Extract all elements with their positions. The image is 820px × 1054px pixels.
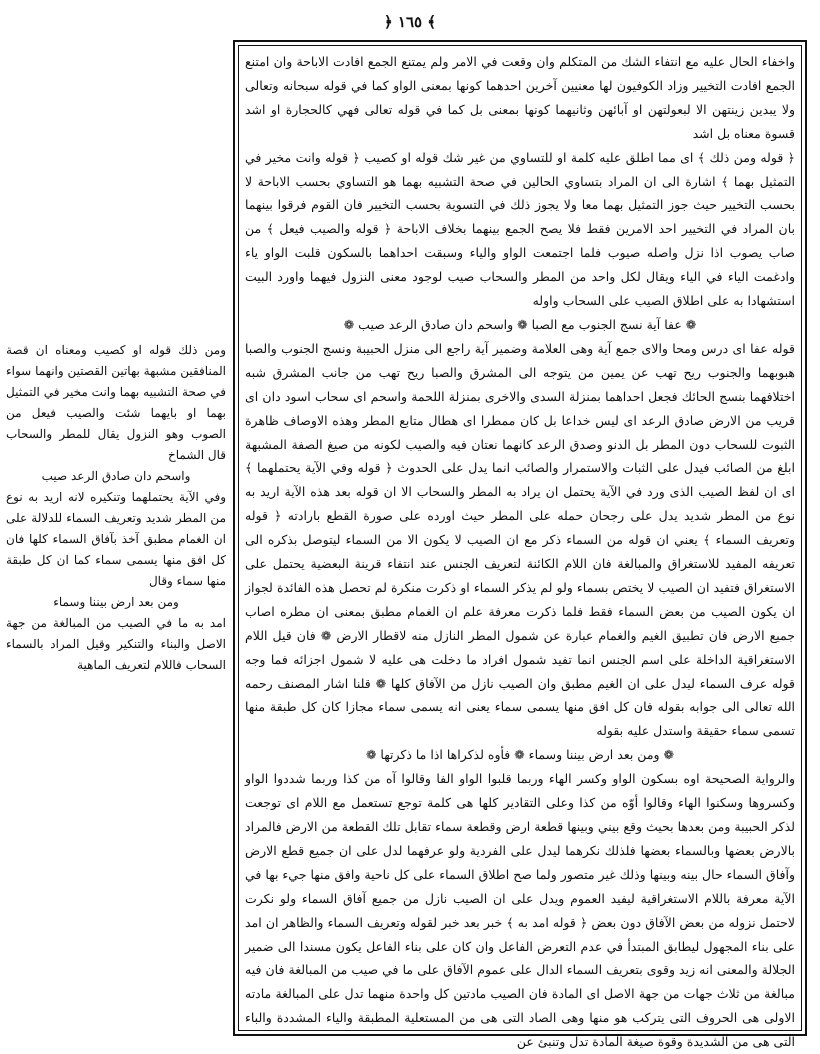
main-paragraph: قوله عفا اى درس ومحا والاى جمع آية وهى العلامة وضمير آية راجع الى منزل الحبيبة ونسج الجنوب والصبا هبوبهما والجنوب ريح تهب عن يمين من يتوجه الى المشرق والصبا ريح تهب من جانب المشرق شبه اختلافهما بنسج الحائك فجعل احداهما بمنزلة السدى والاخرى بمنزلة اللحمة واسحم اى سحاب اسود دان اى قريب من الارض صادق الرعد اى ليس خداعا بل كان ممطرا اى هطال متابع المطر وهذه الاوصاف ظاهرة الثبوت للسحاب دون المطر بل الدنو وصدق الرعد كانهما نعتان فيه والصيب لكونه من صيغ الصفة المشبهة ابلغ من الصائب فيدل على الثبات والاستمرار والصائب انما يدل على الحدوث ﴿ قوله وفي الآية يحتملهما ﴾ اى ان لفظ الصيب الذى ورد في الآية يحتمل ان يراد به المطر والسحاب الا ان قوله بعد هذه الآية اريد به نوع من المطر شديد يدل على رجحان حمله على المطر حيث اورده على صورة القطع بارادته ﴿ قوله وتعريف السماء ﴾ يعني ان قوله من السماء ذكر مع ان الصيب لا يكون الا من السماء ليتوصل بذكره الى تعريفه المفيد للاستغراق والمبالغة فان اللام الكائنة لتعريف الجنس عند انتفاء قرينة البعضية يحتمل على الاستغراق فتفيد ان الصيب لا يختص بسماء ولو لم يذكر السماء او ذكرت منكرة لم تحصل هذه الفائدة لجواز ان يكون الصيب من بعض السماء فقط فلما ذكرت معرفة علم ان الغمام مطبق بمعنى ان مطره اصاب جميع الارض فان تطبيق الغيم والغمام عبارة عن شمول المطر النازل منه لاقطار الارض ❁ فان قيل اللام الاستغراقية الداخلة على اسم الجنس انما تفيد شمول افراد ما دخلت هى عليه لا شمول اجزائه فما وجه قوله عرف السماء ليدل على ان الغيم مطبق وان الصيب نازل من الآفاق كلها ❁ قلنا اشار المصنف رحمه الله تعالى الى جوابه بقوله فان كل افق منها يسمى سماء يعنى انه يسمى سماء مجازا كان كل طبقة منها تسمى سماء حقيقة واستدل عليه بقوله <box>245 340 795 739</box>
main-text-column <box>245 50 795 1050</box>
margin-paragraph: ومن ذلك قوله او كصيب ومعناه ان قصة المنافقين مشبهة بهاتين القصتين وانهما سواء في صحة التشبيه بهما وانت مخير في التمثيل بهما او بايهما شئت والصيب فيعل من الصوب وهو النزول يقال للمطر والسحاب قال الشماخ <box>6 343 226 462</box>
verse-line: ❁ عفا آية نسج الجنوب مع الصبا ❁ واسحم دان صادق الرعد صيب ❁ <box>343 316 697 332</box>
page-number: ﴿ ١٦٥ ﴾ <box>383 13 437 31</box>
main-paragraph: والرواية الصحيحة اوه بسكون الواو وكسر الهاء وربما قلبوا الواو الفا وقالوا آه من كذا وربما شددوا الواو وكسروها وسكنوا الهاء وقالوا أوّه من كذا وعلى التقادير كلها هى كلمة توجع تستعمل مع اللام اى توجعت لذكر الحبيبة ومن بعدها بحيث وقع بيني وبينها قطعة ارض وقطعة سماء تقابل تلك القطعة من الارض فالمراد بالارض بعضها وبالسماء بعضها فلذلك نكرهما ليدل على الفردية ولو عرفهما لدل على ان جميع قطع الارض وآفاق السماء حال بينه وبينها وذلك غير متصور ولما صح اطلاق السماء على كل ناحية وافق منها جيء بها في الآية معرفة باللام الاستغراقية ليفيد العموم ويدل على ان الصيب نازل من جميع آفاق السماء ولو نكرت لاحتمل نزوله من بعض الآفاق دون بعض ﴿ قوله امد به ﴾ خبر بعد خبر لقوله وتعريف السماء والظاهر ان امد على بناء المجهول ليطابق المبتدأ في عدم التعرض الفاعل وان كان على بناء الفاعل يكون مسندا الى ضمير الجلالة والمعنى انه زيد وقوى بتعريف السماء الدال على عموم الآفاق على ما في صيب من المبالغة فان فيه مبالغة من ثلاث جهات من جهة الاصل اى المادة فان الصيب مادتين كل واحدة منهما تدل على المبالغة مادته الاولى هى الحروف التى يتركب هو منها وهى الصاد التى هى من المستعلية المطبقة والياء المشددة والباء التى هى من الشديدة وقوة صيغة المادة تدل وتنبئ عن <box>245 771 795 1050</box>
main-paragraph: ﴿ قوله ومن ذلك ﴾ اى مما اطلق عليه كلمة او للتساوي من غير شك قوله او كصيب ﴿ قوله وانت مخير في التمثيل بهما ﴾ اشارة الى ان المراد بتساوي الحالين في صحة التشبيه بهما هو التساوي بحسب الاباحة لا بحسب التخيير حيث جوز التمثيل بهما معا ولا يجوز ذلك في التسوية بحسب التخيير فان القوم فرقوا بينهما بان المراد في التخيير احد الامرين فقط فلا يصح الجمع بينهما بخلاف الاباحة ﴿ قوله والصيب فيعل ﴾ من صاب يصوب اذا نزل واصله صيوب فلما اجتمعت الواو والياء وسبقت احداهما بالسكون قلبت الواو ياء وادغمت الياء في الياء ويقال لكل واحد من المطر والسحاب صيب لوجود معنى النزول فيهما واورد البيت استشهادا به على اطلاق الصيب على السحاب واوله <box>245 149 795 309</box>
margin-paragraph: امد به ما في الصيب من المبالغة من جهة الاصل والبناء والتنكير وقيل المراد بالسماء السحاب فاللام لتعريف الماهية <box>6 616 226 672</box>
margin-paragraph: وفي الآية يحتملهما وتنكيره لانه اريد به نوع من المطر شديد وتعريف السماء للدلالة على ان الغمام مطبق آخذ بآفاق السماء كلها فان كل افق منها يسمى سماء كما ان كل طبقة منها سماء وقال <box>6 490 226 588</box>
margin-commentary <box>6 340 226 750</box>
verse-line: ❁ ومن بعد ارض بيننا وسماء ❁ فأوه لذكراها اذا ما ذكرتها ❁ <box>365 747 674 763</box>
margin-verse: واسحم دان صادق الرعد صيب <box>41 469 191 483</box>
margin-verse: ومن بعد ارض بيننا وسماء <box>53 595 179 609</box>
main-text-frame <box>233 40 807 1050</box>
main-paragraph: واخفاء الحال عليه مع انتفاء الشك من المتكلم وان وقعت في الامر ولم يمتنع الجمع افادت الاباحة وان امتنع الجمع افادت التخيير وزاد الكوفيون لها معنيين آخرين احدهما كونها بمعنى الواو كما في قوله سبحانه وتعالى ولا يبدين زينتهن الا لبعولتهن او آبائهن وثانيهما كونها بمعنى بل كما في قوله تعالى فهي كالحجارة او اشد قسوة معناه بل اشد <box>245 54 795 141</box>
